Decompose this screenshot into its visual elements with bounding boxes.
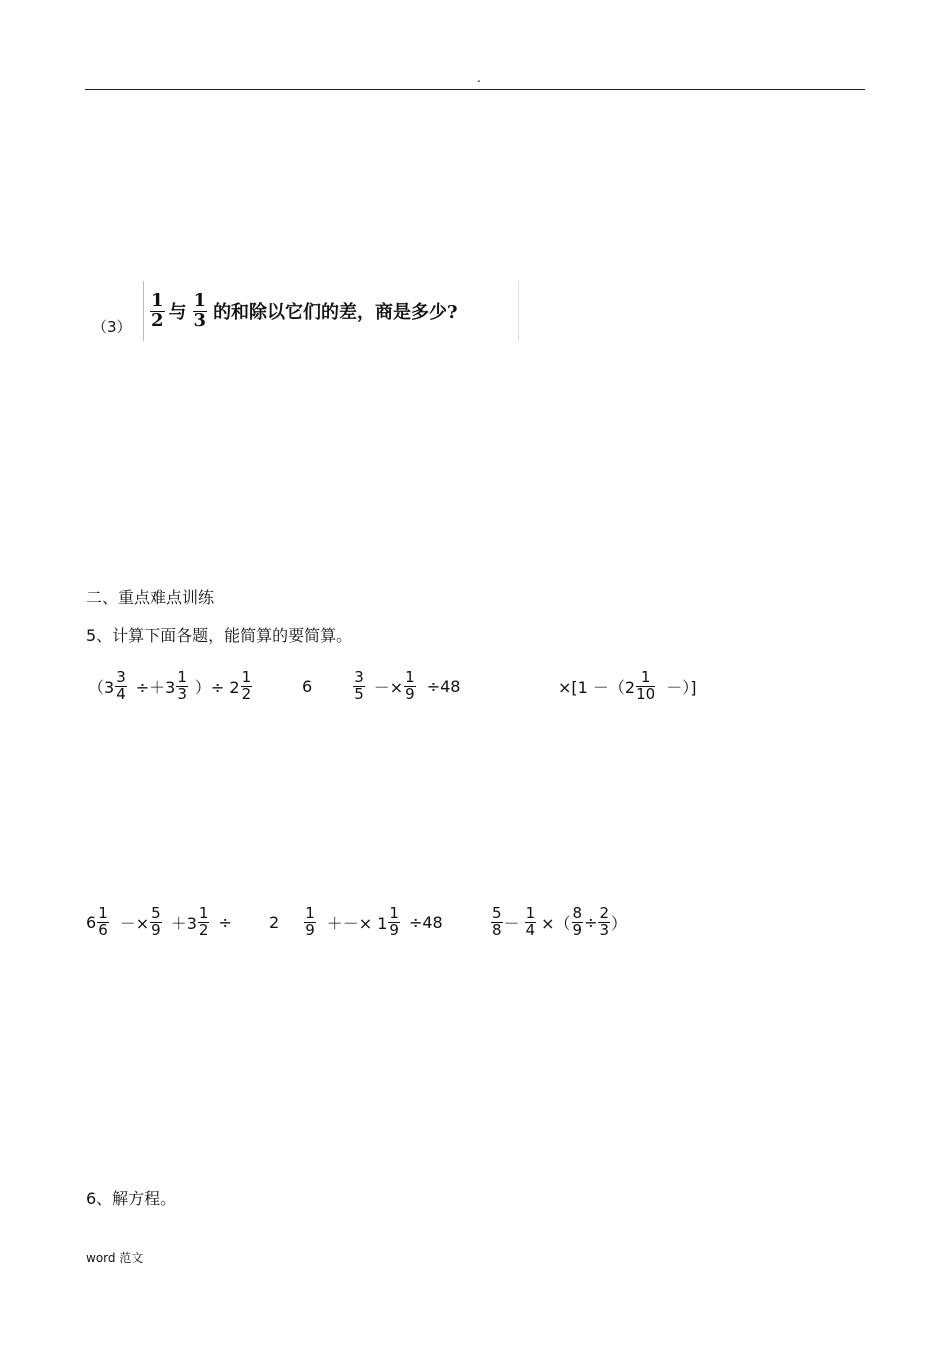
expr-text: ×[1 －（2 bbox=[558, 677, 636, 697]
fraction bbox=[150, 906, 162, 939]
expr-text: ）÷ 2 bbox=[194, 677, 240, 697]
fraction-denominator: 2 bbox=[198, 920, 209, 939]
fraction-numerator: 1 bbox=[525, 904, 536, 922]
section-2-title: 二、重点难点训练 bbox=[86, 588, 215, 607]
fraction-numerator: 3 bbox=[116, 668, 126, 686]
expr-text: －）] bbox=[666, 677, 697, 697]
question-3-image bbox=[143, 281, 519, 341]
fraction-one-half bbox=[150, 289, 165, 331]
expr-text: －× bbox=[119, 913, 150, 933]
expr-text: ＋－× 1 bbox=[326, 913, 388, 933]
fraction bbox=[572, 906, 584, 939]
expr-text: ÷ bbox=[584, 912, 598, 932]
expr-text: ÷48 bbox=[426, 676, 461, 696]
expression-1-3 bbox=[558, 670, 696, 703]
fraction bbox=[115, 670, 127, 703]
expr-text: － bbox=[503, 913, 520, 933]
expr-text: （3 bbox=[88, 677, 115, 697]
expression-2-1 bbox=[86, 906, 232, 939]
expression-1-1 bbox=[88, 670, 253, 703]
fraction-numerator: 1 bbox=[193, 289, 207, 311]
problem-6-title: 6、解方程。 bbox=[86, 1189, 177, 1208]
fraction bbox=[404, 670, 416, 703]
problem-5-title: 5、计算下面各题，能简算的要简算。 bbox=[86, 626, 353, 645]
expr-text: ÷48 bbox=[408, 912, 443, 932]
fraction-numerator: 1 bbox=[198, 904, 209, 922]
fraction-numerator: 1 bbox=[98, 904, 108, 922]
header-rule bbox=[85, 89, 865, 90]
expr-text: ×（ bbox=[541, 913, 571, 933]
fraction-denominator: 9 bbox=[389, 920, 399, 939]
fraction-denominator: 9 bbox=[151, 920, 161, 939]
fraction-numerator: 5 bbox=[151, 904, 161, 922]
fraction-denominator: 3 bbox=[177, 684, 187, 703]
fraction bbox=[241, 670, 253, 703]
expr-text: ÷ bbox=[218, 912, 232, 932]
fraction bbox=[198, 906, 210, 939]
fraction-denominator: 2 bbox=[241, 684, 252, 703]
fraction-denominator: 5 bbox=[354, 684, 364, 703]
expr-text: ＋3 bbox=[170, 913, 197, 933]
fraction-numerator: 1 bbox=[405, 668, 415, 686]
fraction-denominator: 9 bbox=[305, 920, 315, 939]
fraction-numerator: 3 bbox=[354, 668, 364, 686]
fraction-numerator: 1 bbox=[241, 668, 252, 686]
fraction bbox=[636, 670, 655, 703]
fraction-numerator: 1 bbox=[151, 289, 164, 311]
fraction bbox=[525, 906, 537, 939]
fraction-numerator: 5 bbox=[492, 904, 502, 922]
fraction-denominator: 4 bbox=[525, 920, 536, 939]
expression-2-3 bbox=[490, 906, 627, 939]
fraction bbox=[491, 906, 503, 939]
fraction-numerator: 8 bbox=[572, 904, 583, 922]
fraction bbox=[388, 906, 400, 939]
expression-1-2 bbox=[302, 670, 460, 703]
expr-text: 6 bbox=[86, 912, 97, 932]
expr-text: 6 bbox=[302, 676, 313, 696]
fraction-denominator: 8 bbox=[492, 920, 502, 939]
fraction-denominator: 3 bbox=[193, 309, 207, 331]
fraction-numerator: 1 bbox=[640, 668, 651, 686]
fraction-numerator: 1 bbox=[389, 904, 399, 922]
expr-text: ÷＋3 bbox=[135, 677, 176, 697]
fraction bbox=[97, 906, 109, 939]
question-3-text: 的和除以它们的差，商是多少? bbox=[213, 302, 458, 323]
fraction bbox=[304, 906, 316, 939]
fraction-denominator: 3 bbox=[599, 920, 610, 939]
fraction-denominator: 6 bbox=[98, 920, 108, 939]
expr-text: －× bbox=[373, 677, 404, 697]
fraction-one-third bbox=[193, 289, 208, 331]
fraction-numerator: 1 bbox=[305, 904, 315, 922]
fraction bbox=[176, 670, 188, 703]
fraction-denominator: 2 bbox=[151, 309, 164, 331]
question-3-label: （3） bbox=[92, 318, 132, 336]
expression-2-2 bbox=[269, 906, 443, 939]
fraction-denominator: 9 bbox=[405, 684, 415, 703]
header-dot: . bbox=[477, 71, 481, 85]
fraction-numerator: 1 bbox=[177, 668, 187, 686]
footer-text: word 范文 bbox=[86, 1251, 144, 1265]
fraction bbox=[598, 906, 610, 939]
fraction-denominator: 9 bbox=[572, 920, 583, 939]
fraction-numerator: 2 bbox=[599, 904, 610, 922]
fraction-denominator: 10 bbox=[636, 684, 656, 703]
conjunction-text: 与 bbox=[168, 302, 187, 323]
expr-text: ） bbox=[611, 913, 628, 933]
fraction-denominator: 4 bbox=[116, 684, 126, 703]
fraction bbox=[353, 670, 365, 703]
expr-text: 2 bbox=[269, 912, 280, 932]
